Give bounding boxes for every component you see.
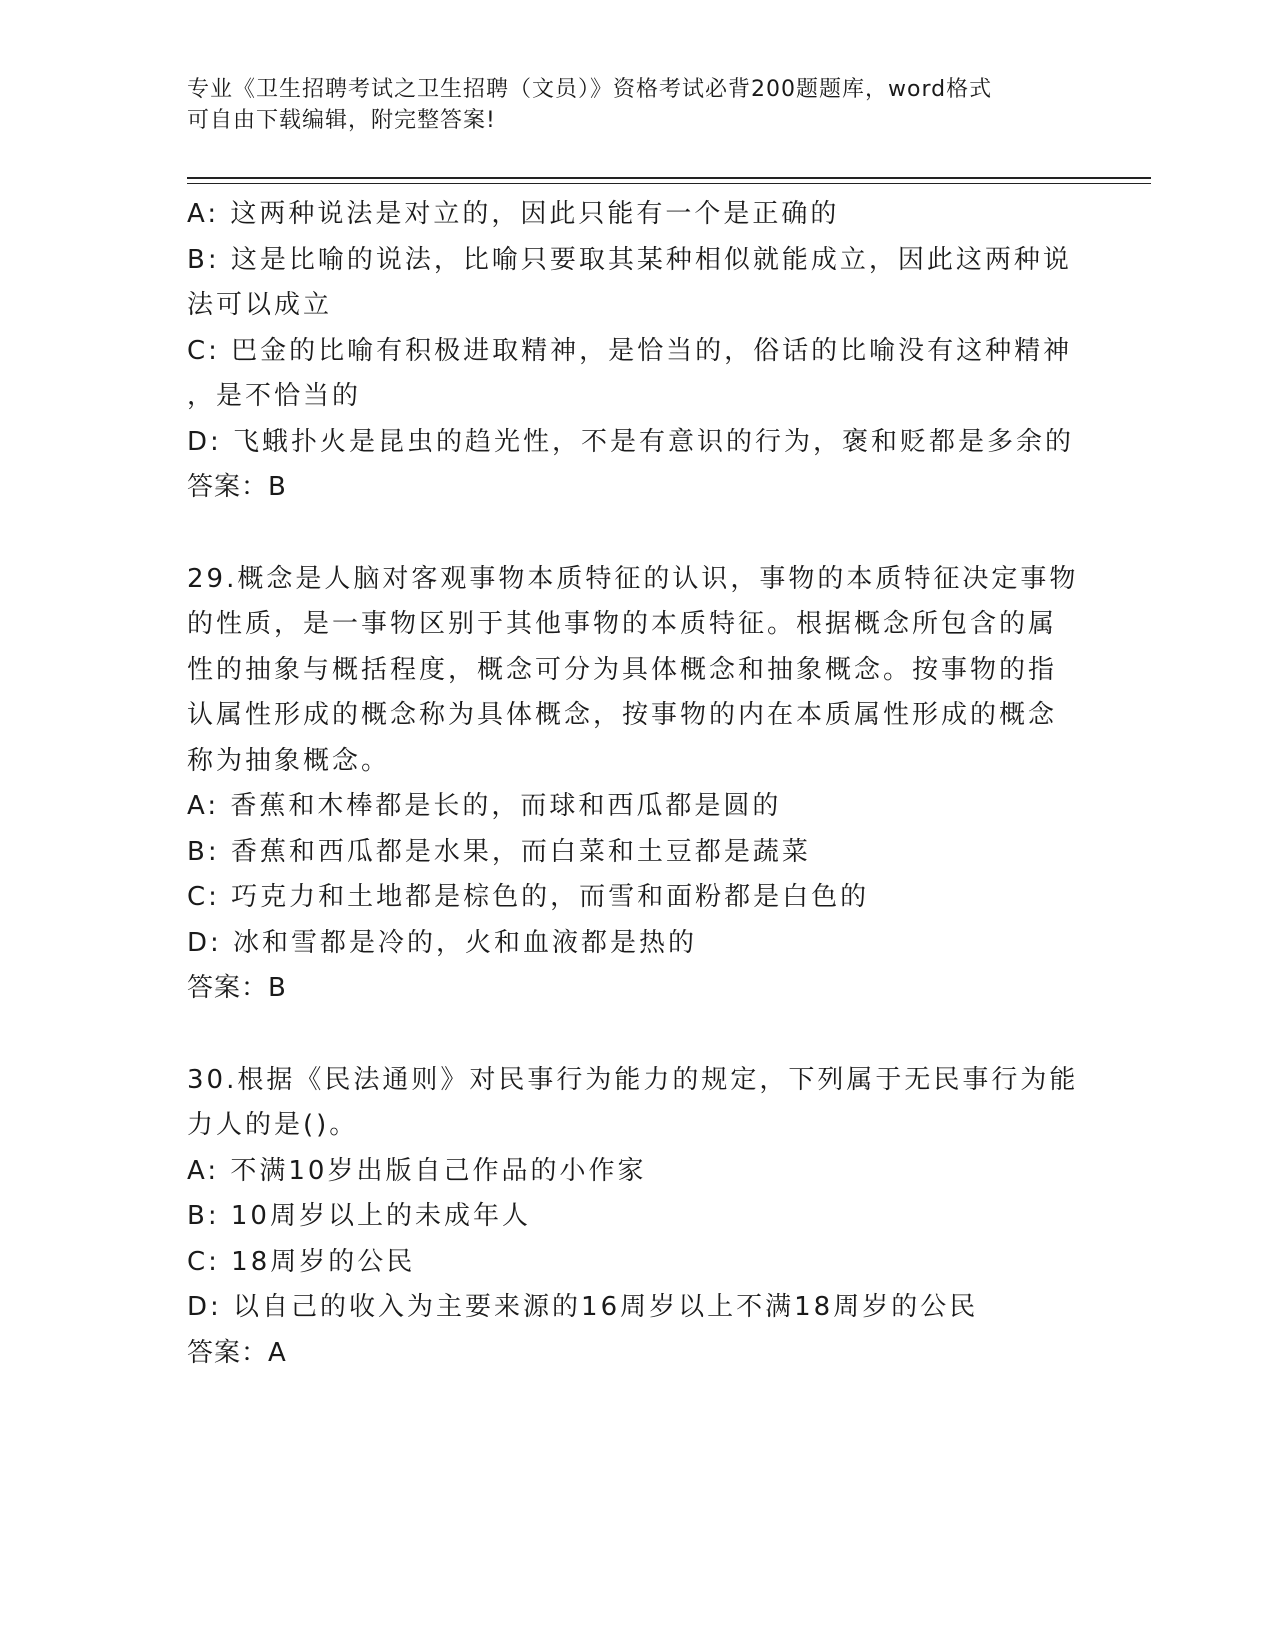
q30-option-b: B: 10周岁以上的未成年人 (187, 1201, 531, 1231)
q30-option-a: A: 不满10岁出版自己作品的小作家 (187, 1155, 647, 1186)
spacer (187, 1012, 1067, 1058)
q28-option-c-cont: ，是不恰当的 (187, 381, 362, 411)
question-29 (187, 557, 1079, 1012)
header-rule-thick (187, 177, 1151, 179)
q29-stem-line-2: 的性质，是一事物区别于其他事物的本质特征。根据概念所包含的属 (187, 609, 1058, 639)
question-30 (187, 1058, 1079, 1377)
document-header (187, 74, 1067, 136)
q28-option-a: A: 这两种说法是对立的，因此只能有一个是正确的 (187, 199, 840, 229)
q30-stem-line-2: 力人的是()。 (187, 1110, 359, 1140)
q29-stem-line-4: 认属性形成的概念称为具体概念，按事物的内在本质属性形成的概念 (187, 700, 1058, 730)
q28-answer: 答案：B (187, 472, 287, 502)
q29-stem-line-1: 29.概念是人脑对客观事物本质特征的认识，事物的本质特征决定事物 (187, 563, 1079, 594)
q29-answer: 答案：B (187, 973, 287, 1003)
spacer (187, 511, 1067, 557)
q29-stem-line-5: 称为抽象概念。 (187, 745, 391, 776)
question-28 (187, 192, 1075, 511)
header-line-2: 可自由下载编辑，附完整答案! (187, 108, 496, 133)
header-line-1: 专业《卫生招聘考试之卫生招聘（文员）》资格考试必背200题题库，word格式 (187, 77, 993, 102)
document-body (187, 192, 1079, 1376)
q28-option-c: C: 巴金的比喻有积极进取精神，是恰当的，俗话的比喻没有这种精神 (187, 335, 1073, 366)
q30-answer: 答案：A (187, 1337, 287, 1368)
q28-option-b-cont: 法可以成立 (187, 290, 333, 320)
q30-stem-line-1: 30.根据《民法通则》对民事行为能力的规定，下列属于无民事行为能 (187, 1064, 1079, 1095)
q29-option-a: A: 香蕉和木棒都是长的，而球和西瓜都是圆的 (187, 791, 782, 821)
q30-option-c: C: 18周岁的公民 (187, 1246, 416, 1277)
q30-option-d: D: 以自己的收入为主要来源的16周岁以上不满18周岁的公民 (187, 1292, 979, 1322)
q29-option-c: C: 巧克力和土地都是棕色的，而雪和面粉都是白色的 (187, 882, 870, 912)
q29-option-b: B: 香蕉和西瓜都是水果，而白菜和土豆都是蔬菜 (187, 836, 811, 867)
q29-option-d: D: 冰和雪都是冷的，火和血液都是热的 (187, 927, 698, 958)
header-rule-thin (187, 183, 1151, 184)
q28-option-d: D: 飞蛾扑火是昆虫的趋光性，不是有意识的行为，褒和贬都是多余的 (187, 426, 1075, 457)
q28-option-b: B: 这是比喻的说法，比喻只要取其某种相似就能成立，因此这两种说 (187, 244, 1072, 275)
q29-stem-line-3: 性的抽象与概括程度，概念可分为具体概念和抽象概念。按事物的指 (187, 654, 1058, 685)
